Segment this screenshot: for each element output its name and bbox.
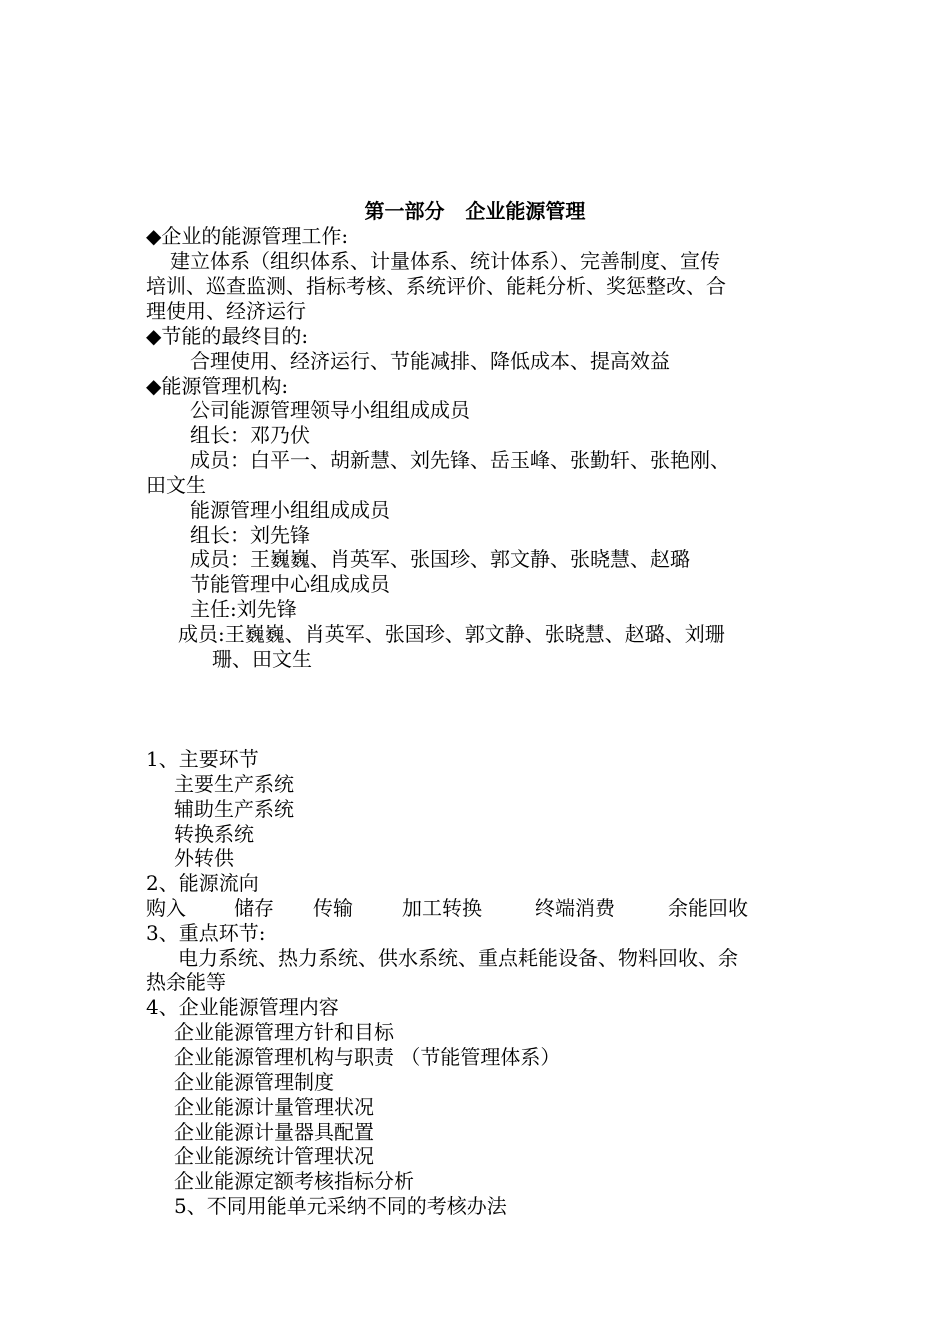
saving-goal-text: 合理使用、经济运行、节能减排、降低成本、提高效益 bbox=[190, 349, 670, 373]
section-1-item: 转换系统 bbox=[174, 822, 254, 846]
org-line-2: 组长：邓乃伏 bbox=[190, 423, 310, 447]
section-1-heading: 1、主要环节 bbox=[146, 747, 259, 771]
org-line-3: 成员：白平一、胡新慧、刘先锋、岳玉峰、张勤轩、张艳刚、 bbox=[190, 448, 730, 472]
org-line-1: 公司能源管理领导小组组成成员 bbox=[190, 398, 470, 422]
org-line-8: 节能管理中心组成成员 bbox=[190, 572, 390, 596]
org-line-7: 成员：王巍巍、肖英军、张国珍、郭文静、张晓慧、赵璐 bbox=[190, 547, 690, 571]
org-line-4: 田文生 bbox=[146, 473, 206, 497]
section-4-item: 企业能源定额考核指标分析 bbox=[174, 1169, 414, 1193]
heading-organization: ◆能源管理机构: bbox=[146, 374, 289, 398]
section-3-line-2: 热余能等 bbox=[146, 970, 226, 994]
heading-energy-management-work: ◆企业的能源管理工作: bbox=[146, 224, 349, 248]
section-4-item: 企业能源管理制度 bbox=[174, 1070, 334, 1094]
work-line-2: 培训、巡查监测、指标考核、系统评价、能耗分析、奖惩整改、合 bbox=[146, 274, 726, 298]
flow-step: 传输 bbox=[313, 896, 353, 920]
heading-saving-goal: ◆节能的最终目的: bbox=[146, 324, 309, 348]
section-2-heading: 2、能源流向 bbox=[146, 871, 259, 895]
section-4-item: 企业能源管理机构与职责 （节能管理体系） bbox=[174, 1045, 561, 1069]
section-1-item: 主要生产系统 bbox=[174, 772, 294, 796]
section-4-item: 企业能源管理方针和目标 bbox=[174, 1020, 394, 1044]
org-line-6: 组长：刘先锋 bbox=[190, 523, 310, 547]
work-line-1: 建立体系（组织体系、计量体系、统计体系）、完善制度、宣传 bbox=[170, 249, 720, 273]
flow-step: 购入 bbox=[146, 896, 186, 920]
org-line-9: 主任:刘先锋 bbox=[190, 597, 297, 621]
section-3-line-1: 电力系统、热力系统、供水系统、重点耗能设备、物料回收、余 bbox=[178, 946, 738, 970]
flow-step: 余能回收 bbox=[668, 896, 748, 920]
org-line-11: 珊、田文生 bbox=[212, 647, 312, 671]
org-line-5: 能源管理小组组成成员 bbox=[190, 498, 390, 522]
page-title: 第一部分 企业能源管理 bbox=[364, 199, 586, 223]
section-4-item: 企业能源计量管理状况 bbox=[174, 1095, 374, 1119]
work-line-3: 理使用、经济运行 bbox=[146, 299, 306, 323]
section-1-item: 外转供 bbox=[174, 846, 234, 870]
section-4-heading: 4、企业能源管理内容 bbox=[146, 995, 339, 1019]
section-5-heading: 5、不同用能单元采纳不同的考核办法 bbox=[174, 1194, 507, 1218]
section-1-item: 辅助生产系统 bbox=[174, 797, 294, 821]
flow-step: 终端消费 bbox=[535, 896, 615, 920]
flow-step: 加工转换 bbox=[402, 896, 482, 920]
org-line-10: 成员:王巍巍、肖英军、张国珍、郭文静、张晓慧、赵璐、刘珊 bbox=[178, 622, 725, 646]
flow-step: 储存 bbox=[234, 896, 274, 920]
section-4-item: 企业能源统计管理状况 bbox=[174, 1144, 374, 1168]
section-3-heading: 3、重点环节: bbox=[146, 921, 266, 945]
section-4-item: 企业能源计量器具配置 bbox=[174, 1120, 374, 1144]
